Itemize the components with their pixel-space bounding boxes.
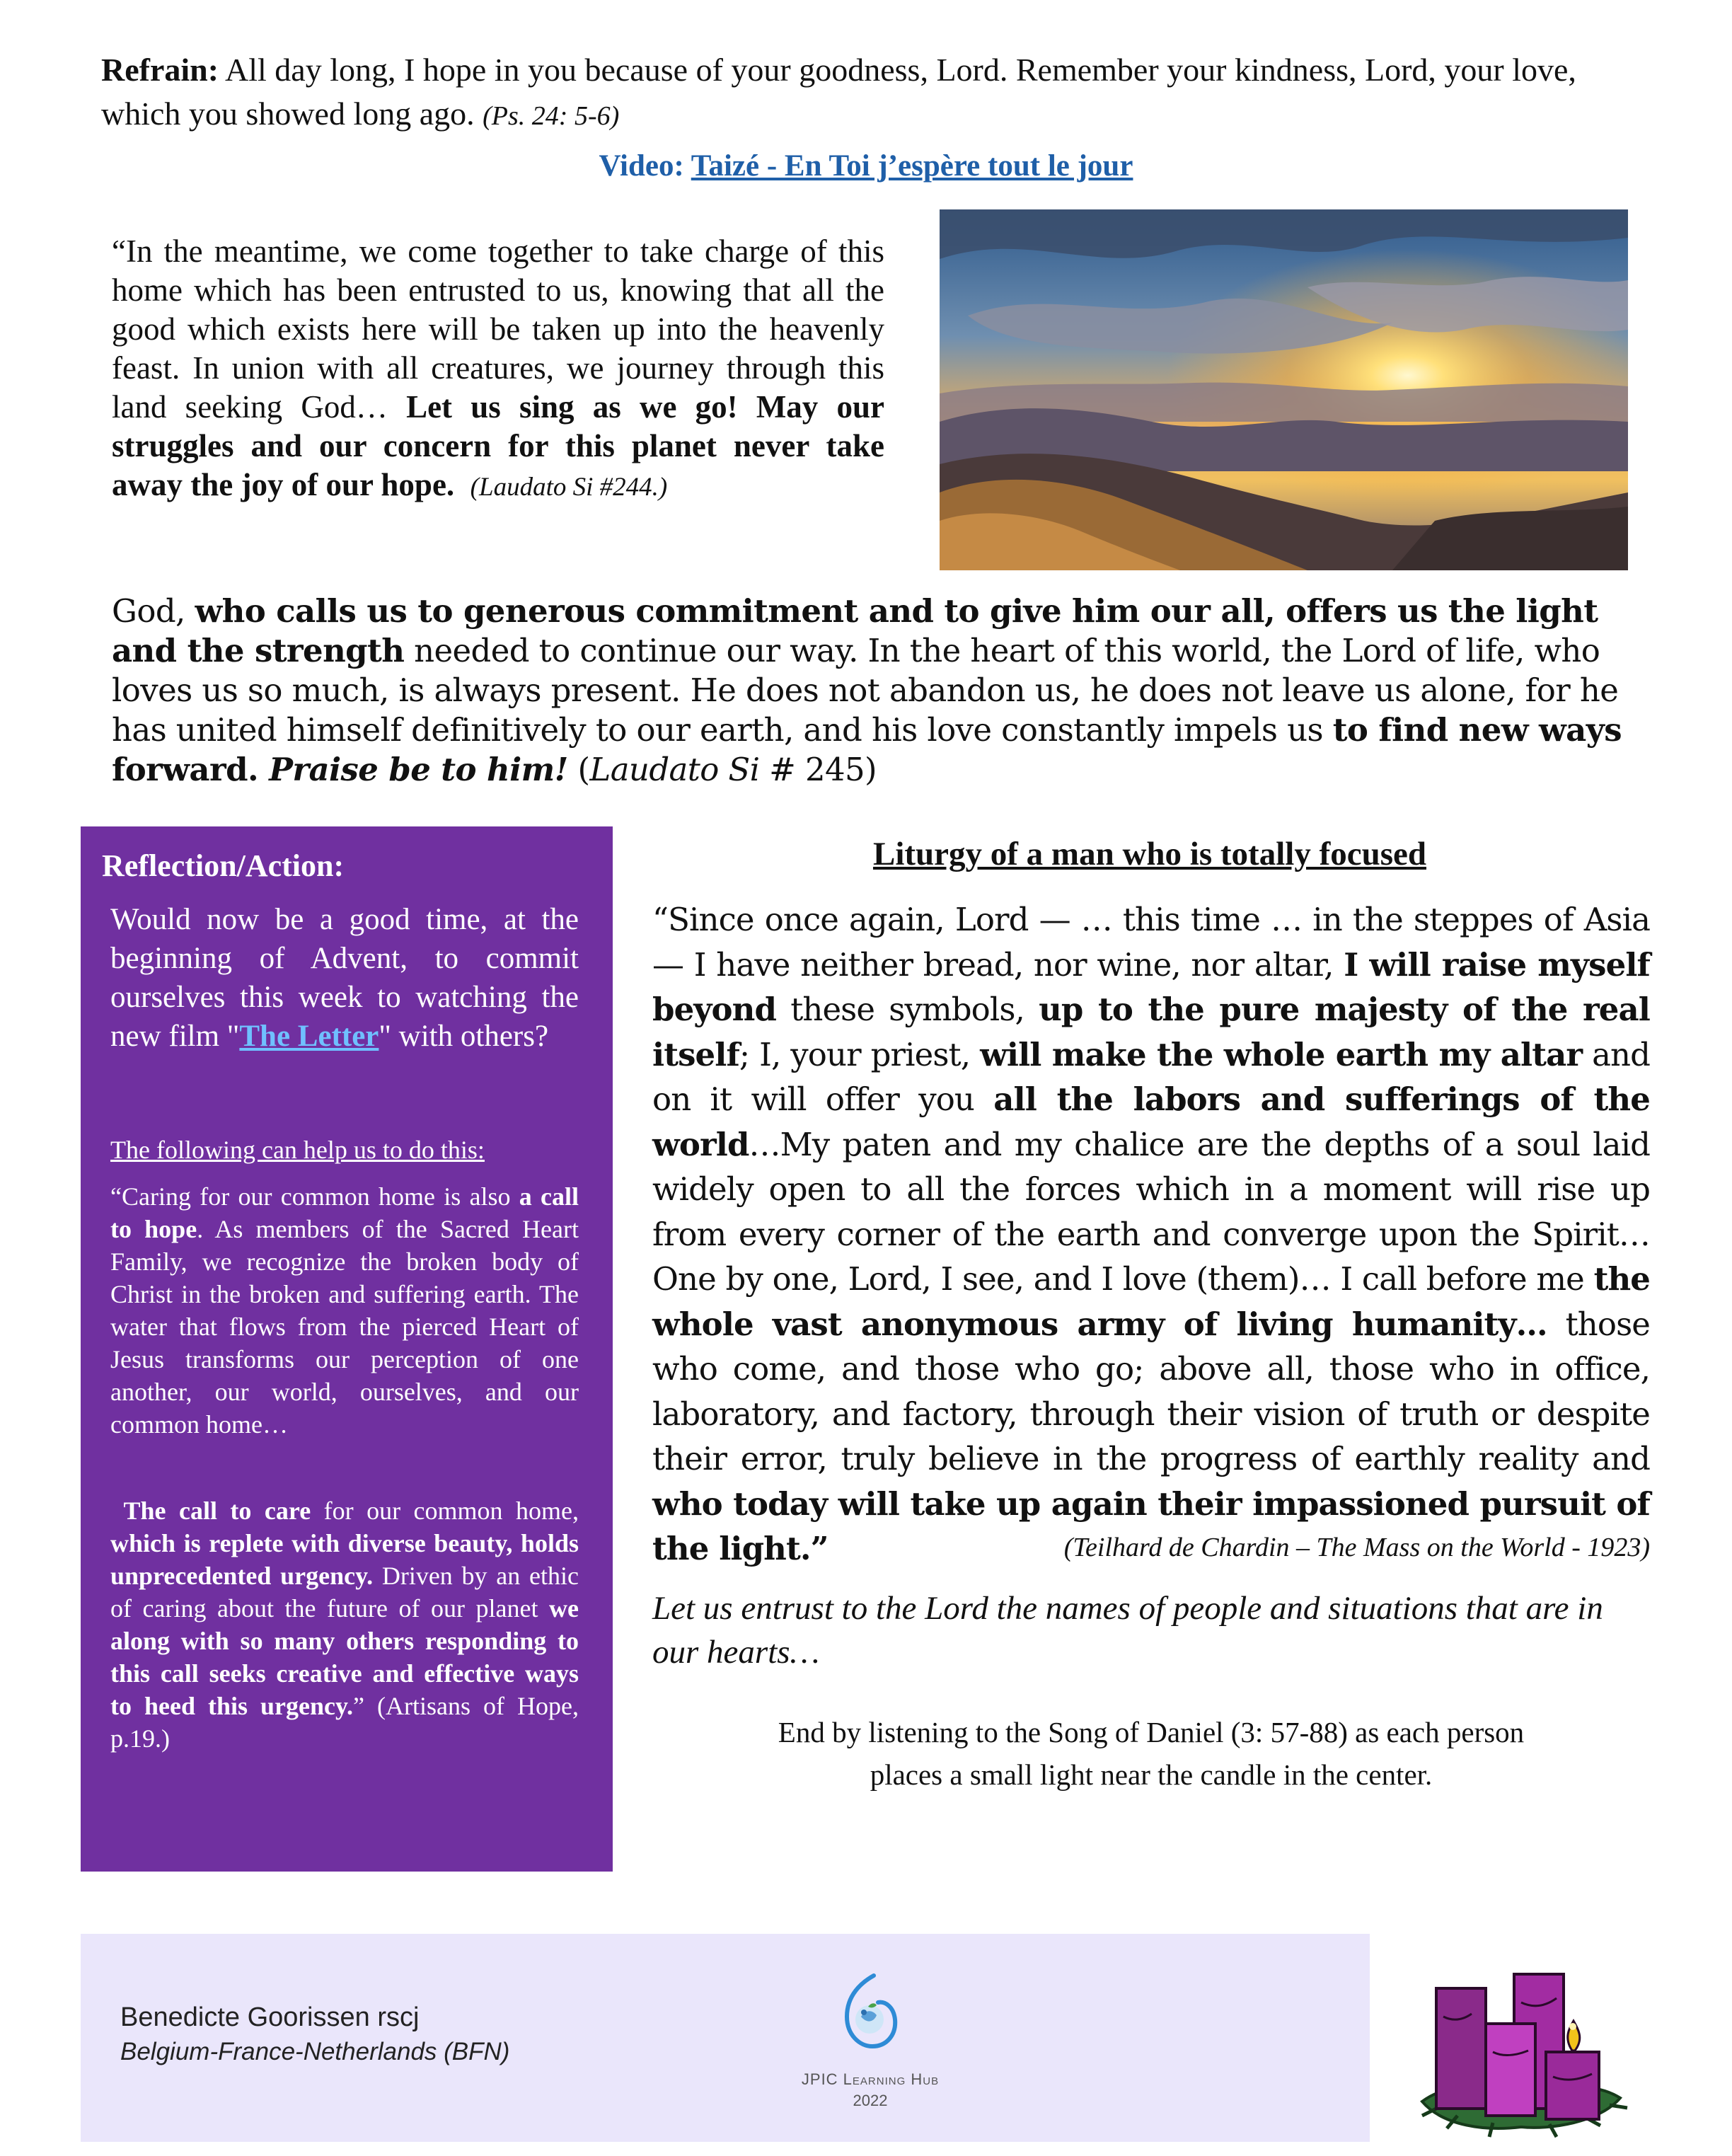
q3-bold-3: we along with so many others responding to this call seeks creative and effective ways to heed this urgency. — [110, 1594, 579, 1720]
quote1-bold-text: Let us sing as we go! May our struggles and our concern for this planet never take away the joy of our hope. — [112, 389, 885, 502]
closing-line-2: places a small light near the candle in the center. — [870, 1758, 1433, 1791]
video-label: Video: — [599, 149, 691, 183]
para2-bold-2: to find new ways forward. — [112, 711, 1622, 788]
q3-text-1: for our common home, — [311, 1497, 579, 1525]
author-region: Belgium-France-Netherlands (BFN) — [120, 2038, 510, 2065]
reflection-help-heading: The following can help us to do this: — [110, 1136, 485, 1164]
reflection-title: Reflection/Action: — [102, 848, 345, 883]
refrain-label: Refrain: — [101, 52, 219, 88]
quote1-text: “In the meantime, we come together to take charge of this home which has been entrusted to us, knowing that all the good which exists here will be taken up into the heavenly feast. In union with all creatures, we journey through this land seeking God… — [112, 234, 884, 425]
q3-bold-2: which is replete with diverse beauty, holds unprecedented urgency. — [110, 1529, 579, 1590]
author-name: Benedicte Goorissen rscj — [120, 2002, 420, 2032]
q2-rest: . As members of the Sacred Heart Family, we recognize the broken body of Christ in the broken and suffering earth. The water that flows from the pierced Heart of Jesus transforms our perception of one another, our world, ourselves, and our common home… — [110, 1215, 579, 1439]
reflection-quote-care — [110, 1494, 579, 1755]
liturgy-text: ; I, your priest, — [739, 1035, 981, 1073]
liturgy-text: …My paten and my chalice are the depths of a soul laid widely open to all the forces which in a moment will rise up from every corner of the earth and converge upon the Spirit… One by one, Lord, I see, and I love (them)… I call before me — [652, 1125, 1650, 1298]
liturgy-text: “Since once again, Lord — … this time … in the steppes of Asia — I have neither bread, nor wine, nor altar, — [652, 901, 1650, 984]
para2-praise: Praise be to him! — [258, 751, 568, 788]
liturgy-bold: all the labors and sufferings of the world — [652, 1080, 1650, 1163]
reflection-question-end: " with others? — [379, 1020, 549, 1053]
liturgy-bold: up to the pure majesty of the real itself — [652, 991, 1650, 1073]
laudato-si-quote-244 — [112, 232, 884, 507]
liturgy-bold: I will raise myself beyond — [652, 945, 1650, 1028]
q3-text-2: Driven by an ethic of caring about the future of our planet — [110, 1562, 579, 1622]
q2-open: “Caring for our common home is also — [110, 1182, 519, 1211]
para2-text-2: needed to continue our way. In the heart of this world, the Lord of life, who loves us so much, is always present. He does not abandon us, he does not leave us alone, for he has united himself definitively to our earth, and his love constantly impels us — [112, 632, 1619, 749]
sunset-mountain-photo — [940, 209, 1628, 570]
reflection-action-box — [81, 826, 613, 1872]
para2-text-1: God, — [112, 592, 195, 630]
quote1-citation: (Laudato Si #244.) — [470, 473, 668, 502]
para2-cite-rest: # 245) — [759, 751, 877, 788]
video-link[interactable]: Taizé - En Toi j’espère tout le jour — [691, 149, 1133, 183]
refrain-paragraph — [101, 48, 1651, 138]
entrust-prayer: Let us entrust to the Lord the names of people and situations that are in our hearts… — [652, 1590, 1603, 1671]
jpic-hub-label: JPIC Learning Hub — [801, 2070, 940, 2088]
liturgy-bold: will make the whole earth my altar — [980, 1035, 1583, 1073]
jpic-hub-logo-icon — [840, 1973, 901, 2051]
liturgy-text: these symbols, — [776, 991, 1039, 1028]
reflection-question-text: Would now be a good time, at the beginning of Advent, to commit ourselves this week to watching the new film " — [110, 903, 579, 1053]
para2-bold-1: who calls us to generous commitment and to give him our all, offers us the light and the strength — [112, 592, 1598, 669]
liturgy-text: and on it will offer you — [652, 1035, 1650, 1118]
liturgy-citation: (Teilhard de Chardin – The Mass on the World - 1923) — [1063, 1533, 1650, 1562]
film-link[interactable]: The Letter — [239, 1020, 379, 1053]
closing-instruction — [652, 1711, 1650, 1796]
refrain-text: All day long, I hope in you because of your goodness, Lord. Remember your kindness, Lord, your love, which you showed long ago. — [101, 52, 1576, 132]
reflection-quote-hope — [110, 1180, 579, 1441]
liturgy-body — [652, 897, 1650, 1572]
advent-wreath-candles-icon — [1408, 1960, 1634, 2144]
para2-cite-italic: Laudato Si — [589, 751, 760, 788]
laudato-si-paragraph-245 — [112, 592, 1636, 790]
liturgy-bold: who today will take up again their impassioned pursuit of the light.” — [652, 1485, 1650, 1567]
para2-cite-open: ( — [567, 751, 590, 788]
q3-bold-1: The call to care — [123, 1497, 311, 1525]
q3-end: ” (Artisans of Hope, p.19.) — [110, 1692, 579, 1753]
liturgy-text: those who come, and those who go; above all, those who in office, laboratory, and factory, through their vision of truth or despite their error, truly believe in the progress of earthly reality and — [652, 1305, 1650, 1477]
q2-bold: a call to hope — [110, 1182, 579, 1243]
refrain-citation: (Ps. 24: 5-6) — [483, 101, 620, 131]
liturgy-title: Liturgy of a man who is totally focused — [872, 836, 1427, 872]
closing-line-1: End by listening to the Song of Daniel (3: 57-88) as each person — [778, 1716, 1525, 1748]
reflection-question — [110, 900, 579, 1056]
liturgy-bold: the whole vast anonymous army of living humanity… — [652, 1260, 1650, 1343]
video-line — [0, 149, 1732, 183]
jpic-hub-year: 2022 — [853, 2092, 888, 2109]
